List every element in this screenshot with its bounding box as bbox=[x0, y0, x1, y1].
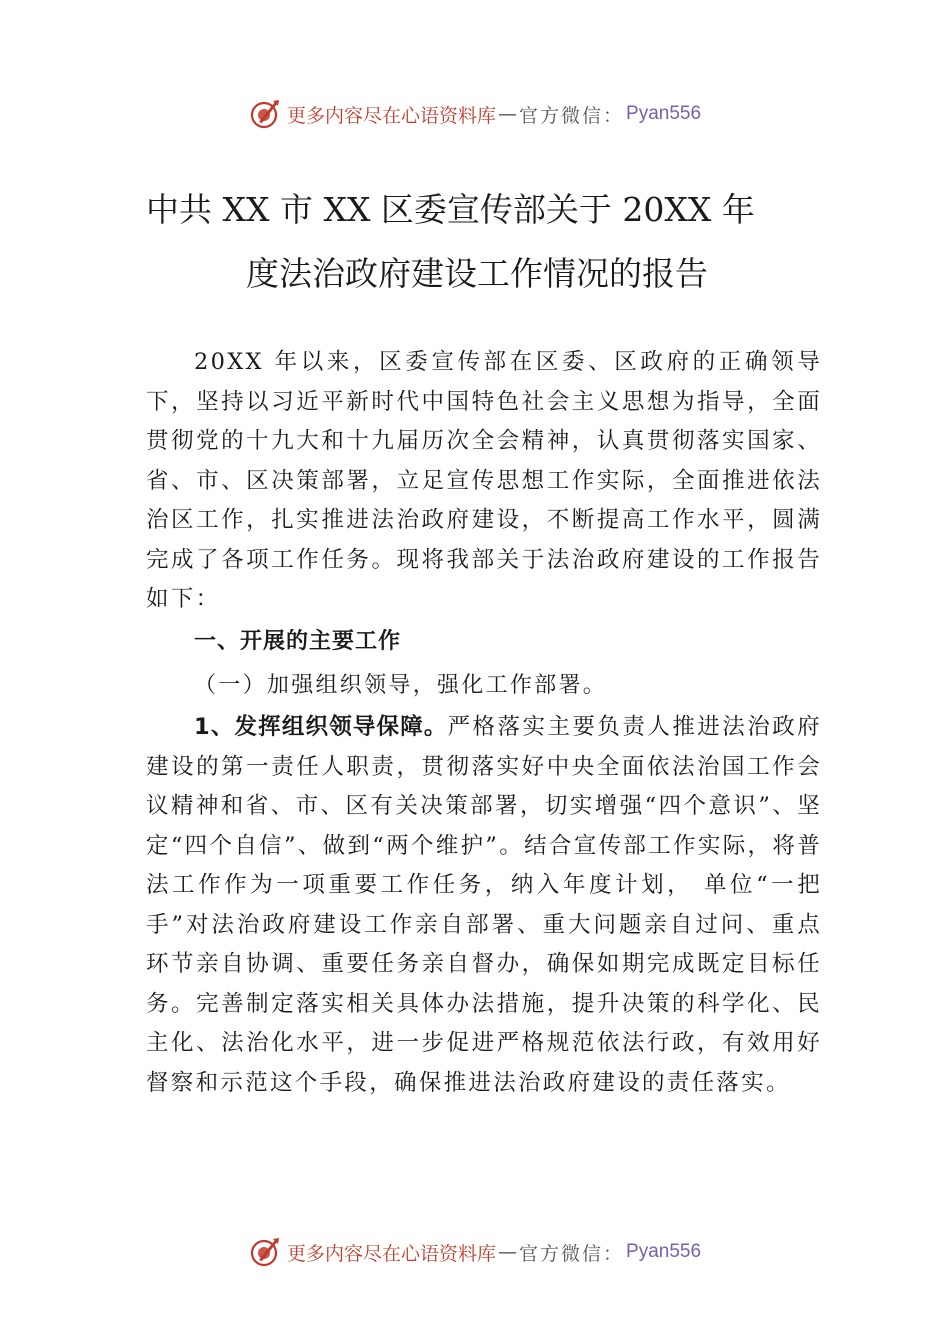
quill-seal-icon bbox=[249, 1236, 281, 1268]
intro-paragraph: 20XX 年以来，区委宣传部在区委、区政府的正确领导下，坚持以习近平新时代中国特色社会主义思想为指导，全面贯彻党的十九大和十九届历次全会精神，认真贯彻落实国家、省、市、区决策部署，立足宣传思想工作实际，全面推进依法治区工作，扎实推进法治政府建设，不断提高工作水平，圆满完成了各项工作任务。现将我部关于法治政府建设的工作报告如下： bbox=[146, 349, 822, 612]
banner-colon: ： bbox=[603, 1242, 623, 1265]
banner-colon: ： bbox=[603, 104, 623, 127]
document-title-line-2: 度法治政府建设工作情况的报告 bbox=[246, 254, 708, 293]
section-heading-1: 一、开展的主要工作 bbox=[194, 629, 402, 654]
document-title-line-1: 中共 XX 市 XX 区委宣传部关于 20XX 年 bbox=[146, 190, 755, 229]
footer-banner bbox=[0, 1232, 950, 1272]
banner-wechat-id: Pyan556 bbox=[626, 103, 702, 124]
banner-wechat-label: 官方微信 bbox=[518, 104, 603, 127]
banner-wechat-id: Pyan556 bbox=[626, 1241, 702, 1262]
item-text-1: 严格落实主要负责人推进法治政府建设的第一责任人职责，贯彻落实好中央全面依法治国工作会议精神和省、市、区有关决策部署，切实增强“四个意识”、坚定“四个自信”、做到“两个维护”。结合宣传部工作实际，将普法工作作为一项重要工作任务，纳入年度计划， 单位“一把手”对法治政府建设工作亲自部署、重大问题亲自过问、重点环节亲自协调、重要任务亲自督办，确保如期完成既定目标任务。完善制定落实相关具体办法措施，提升决策的科学化、民主化、法治化水平，进一步促进严格规范依法行政，有效用好督察和示范这个手段，确保推进法治政府建设的责任落实。 bbox=[146, 714, 822, 1096]
banner-promo-text: 更多内容尽在心语资料库 bbox=[286, 1242, 496, 1265]
item-paragraph-1 bbox=[146, 708, 822, 1103]
banner-dash: — bbox=[497, 1241, 517, 1263]
item-lead-1: 1、发挥组织领导保障。 bbox=[194, 714, 448, 740]
header-banner bbox=[0, 94, 950, 134]
quill-seal-icon bbox=[249, 98, 281, 130]
banner-promo-text: 更多内容尽在心语资料库 bbox=[286, 104, 496, 127]
banner-dash: — bbox=[497, 103, 517, 125]
banner-wechat-label: 官方微信 bbox=[518, 1242, 603, 1265]
subsection-heading-1: （一）加强组织领导，强化工作部署。 bbox=[194, 673, 608, 698]
